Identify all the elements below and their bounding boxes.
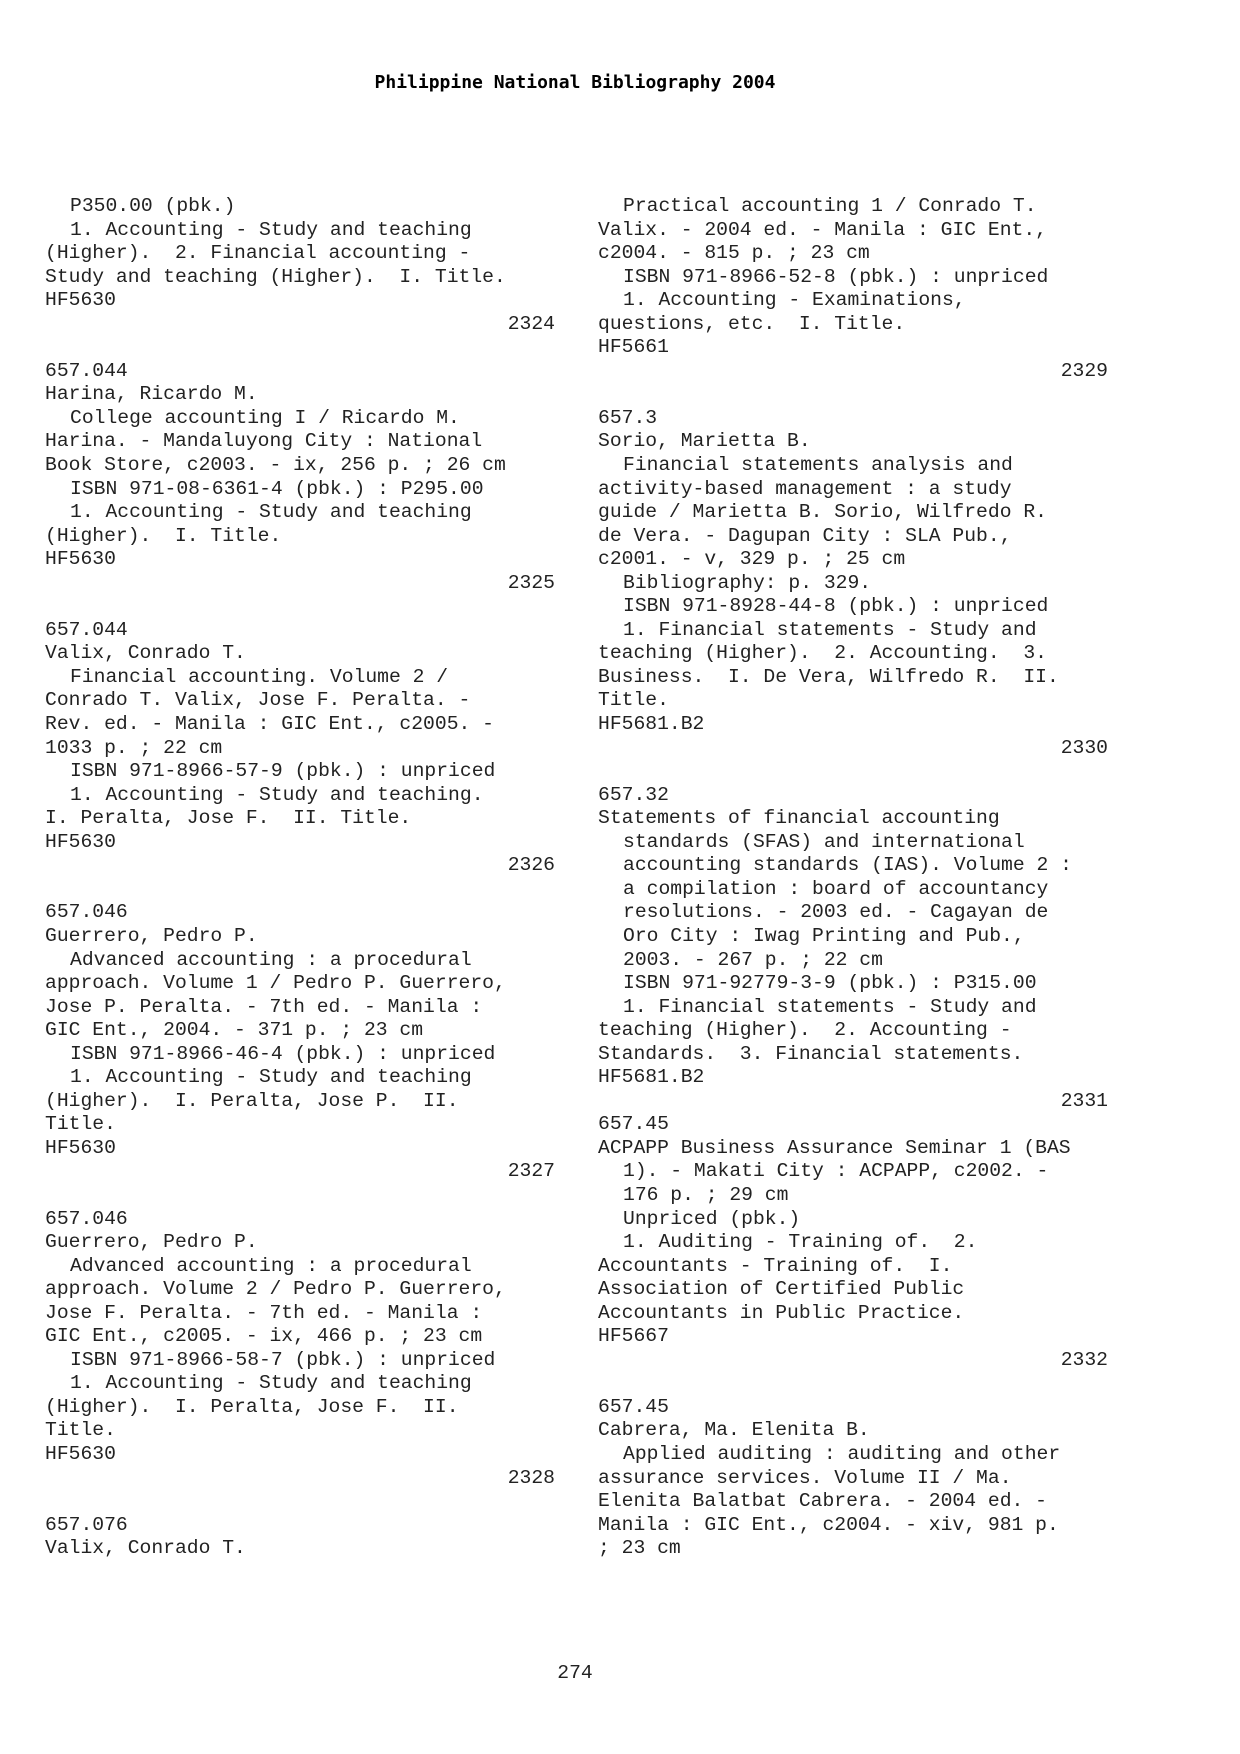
entry-line: Jose F. Peralta. - 7th ed. - Manila : [45, 1301, 483, 1324]
entry-line: Title. [598, 689, 669, 712]
entry-line: resolutions. - 2003 ed. - Cagayan de [623, 901, 1049, 924]
entry-line: Practical accounting 1 / Conrado T. [623, 195, 1037, 217]
entry-number: 2330 [1060, 736, 1108, 759]
entry-line: GIC Ent., 2004. - 371 p. ; 23 cm [45, 1019, 424, 1042]
entry-line: Jose P. Peralta. - 7th ed. - Manila : [45, 995, 483, 1018]
entry-line: 657.45 [598, 1113, 669, 1136]
entry-line: 657.45 [598, 1395, 669, 1418]
entry-line: Elenita Balatbat Cabrera. - 2004 ed. - [598, 1490, 1047, 1513]
entry-line: 657.076 [45, 1513, 128, 1536]
entry-line: Financial statements analysis and [623, 454, 1013, 477]
entry-number: 2328 [507, 1466, 555, 1489]
entry-line: Business. I. De Vera, Wilfredo R. II. [598, 665, 1059, 688]
entry-line: Oro City : Iwag Printing and Pub., [623, 924, 1025, 947]
entry-line: 1. Accounting - Study and teaching [70, 218, 472, 241]
entry-line: Cabrera, Ma. Elenita B. [598, 1419, 870, 1442]
entry-line: c2001. - v, 329 p. ; 25 cm [598, 548, 906, 571]
entry-line: ISBN 971-08-6361-4 (pbk.) : P295.00 [70, 477, 484, 500]
entry-line: 657.046 [45, 1207, 128, 1230]
spacer [45, 1490, 555, 1514]
entry-line: HF5667 [598, 1325, 669, 1348]
entry-number: 2332 [1060, 1348, 1108, 1371]
entry-line: a compilation : board of accountancy [623, 877, 1049, 900]
entry-number: 2324 [507, 312, 555, 335]
entry-line: c2004. - 815 p. ; 23 cm [598, 242, 870, 265]
entry-line: Sorio, Marietta B. [598, 430, 811, 453]
entry-line: standards (SFAS) and international [623, 830, 1025, 853]
entry-line: HF5681.B2 [598, 713, 705, 736]
entry-line: 1. Accounting - Examinations, [623, 289, 966, 312]
entry-line: Unpriced (pbk.) [623, 1207, 801, 1230]
entry-line: Title. [45, 1113, 116, 1136]
page-number: 274 [557, 1662, 593, 1684]
entry-line: Title. [45, 1419, 116, 1442]
entry-line: ACPAPP Business Assurance Seminar 1 (BAS [598, 1136, 1071, 1159]
entry-line: HF5630 [45, 1136, 116, 1159]
entry-line: College accounting I / Ricardo M. [70, 406, 460, 429]
entry-line: Advanced accounting : a procedural [70, 1254, 472, 1277]
spacer [45, 878, 555, 902]
entry-line: 176 p. ; 29 cm [623, 1183, 789, 1206]
entry-line: ; 23 cm [598, 1537, 681, 1560]
left-column [45, 195, 555, 1561]
entry-line: 1. Auditing - Training of. 2. [623, 1231, 978, 1254]
entry-line: Advanced accounting : a procedural [70, 948, 472, 971]
entry-line: de Vera. - Dagupan City : SLA Pub., [598, 524, 1012, 547]
entry-line: Bibliography: p. 329. [623, 571, 872, 594]
entry-line: (Higher). I. Peralta, Jose P. II. [45, 1089, 459, 1112]
page-title: Philippine National Bibliography 2004 [374, 72, 776, 93]
entry-line: activity-based management : a study [598, 477, 1012, 500]
entry-number: 2327 [507, 1160, 555, 1183]
entry-line: ISBN 971-8966-58-7 (pbk.) : unpriced [70, 1348, 496, 1371]
spacer [598, 1372, 1108, 1396]
entry-line: 1. Financial statements - Study and [623, 618, 1037, 641]
entry-line: Conrado T. Valix, Jose F. Peralta. - [45, 689, 471, 712]
entry-line: (Higher). 2. Financial accounting - [45, 242, 471, 265]
spacer [598, 760, 1108, 784]
entry-line: 1. Accounting - Study and teaching [70, 1066, 472, 1089]
entry-line: Study and teaching (Higher). I. Title. [45, 265, 506, 288]
entry-line: 1. Accounting - Study and teaching [70, 1372, 472, 1395]
entry-line: ISBN 971-8928-44-8 (pbk.) : unpriced [623, 595, 1049, 618]
entry-line: 1033 p. ; 22 cm [45, 736, 223, 759]
entry-line: HF5630 [45, 548, 116, 571]
entry-number: 2329 [1060, 359, 1108, 382]
spacer [598, 383, 1108, 407]
entry-number: 2326 [507, 854, 555, 877]
entry-line: ISBN 971-92779-3-9 (pbk.) : P315.00 [623, 972, 1037, 995]
entry-line: I. Peralta, Jose F. II. Title. [45, 807, 412, 830]
entry-line: 1. Accounting - Study and teaching. [70, 783, 484, 806]
entry-number: 2325 [507, 571, 555, 594]
entry-line: Valix, Conrado T. [45, 642, 246, 665]
spacer [45, 336, 555, 360]
entry-line: HF5630 [45, 830, 116, 853]
entry-line: 657.044 [45, 359, 128, 382]
entry-line: Book Store, c2003. - ix, 256 p. ; 26 cm [45, 454, 506, 477]
entry-line: HF5681.B2 [598, 1066, 705, 1089]
spacer [45, 595, 555, 619]
entry-line: Statements of financial accounting [598, 807, 1000, 830]
entry-line: ISBN 971-8966-52-8 (pbk.) : unpriced [623, 265, 1049, 288]
entry-line: 657.046 [45, 901, 128, 924]
entry-line: (Higher). I. Title. [45, 524, 282, 547]
entry-line: Valix. - 2004 ed. - Manila : GIC Ent., [598, 218, 1047, 241]
entry-line: HF5630 [45, 1442, 116, 1465]
entry-line: Accountants - Training of. I. [598, 1254, 953, 1277]
entry-line: 657.3 [598, 406, 658, 429]
entry-line: P350.00 (pbk.) [70, 195, 236, 217]
entry-line: approach. Volume 2 / Pedro P. Guerrero, [45, 1278, 506, 1301]
entry-line: Rev. ed. - Manila : GIC Ent., c2005. - [45, 713, 494, 736]
entry-line: teaching (Higher). 2. Accounting - [598, 1019, 1012, 1042]
entry-line: Harina. - Mandaluyong City : National [45, 430, 483, 453]
entry-line: teaching (Higher). 2. Accounting. 3. [598, 642, 1047, 665]
entry-line: HF5630 [45, 289, 116, 312]
entry-line: (Higher). I. Peralta, Jose F. II. [45, 1395, 459, 1418]
spacer [45, 1184, 555, 1208]
entry-line: Standards. 3. Financial statements. [598, 1042, 1024, 1065]
entry-line: 2003. - 267 p. ; 22 cm [623, 948, 883, 971]
entry-line: ISBN 971-8966-46-4 (pbk.) : unpriced [70, 1042, 496, 1065]
entry-line: Manila : GIC Ent., c2004. - xiv, 981 p. [598, 1513, 1059, 1536]
entry-line: 657.044 [45, 618, 128, 641]
entry-line: Guerrero, Pedro P. [45, 924, 258, 947]
entry-line: questions, etc. I. Title. [598, 312, 906, 335]
entry-line: assurance services. Volume II / Ma. [598, 1466, 1012, 1489]
entry-line: HF5661 [598, 336, 669, 359]
entry-line: accounting standards (IAS). Volume 2 : [623, 854, 1072, 877]
entry-line: 1. Accounting - Study and teaching [70, 501, 472, 524]
entry-line: Accountants in Public Practice. [598, 1301, 965, 1324]
entry-line: GIC Ent., c2005. - ix, 466 p. ; 23 cm [45, 1325, 483, 1348]
entry-line: 657.32 [598, 783, 669, 806]
entry-line: Harina, Ricardo M. [45, 383, 258, 406]
entry-line: Association of Certified Public [598, 1278, 965, 1301]
entry-number: 2331 [1060, 1089, 1108, 1112]
entry-line: Guerrero, Pedro P. [45, 1231, 258, 1254]
entry-line: approach. Volume 1 / Pedro P. Guerrero, [45, 972, 506, 995]
right-column [598, 195, 1108, 1561]
entry-line: ISBN 971-8966-57-9 (pbk.) : unpriced [70, 760, 496, 783]
entry-line: Applied auditing : auditing and other [623, 1442, 1061, 1465]
entry-line: Valix, Conrado T. [45, 1537, 246, 1560]
entry-line: 1. Financial statements - Study and [623, 995, 1037, 1018]
entry-line: guide / Marietta B. Sorio, Wilfredo R. [598, 501, 1047, 524]
entry-line: 1). - Makati City : ACPAPP, c2002. - [623, 1160, 1049, 1183]
entry-line: Financial accounting. Volume 2 / [70, 665, 449, 688]
